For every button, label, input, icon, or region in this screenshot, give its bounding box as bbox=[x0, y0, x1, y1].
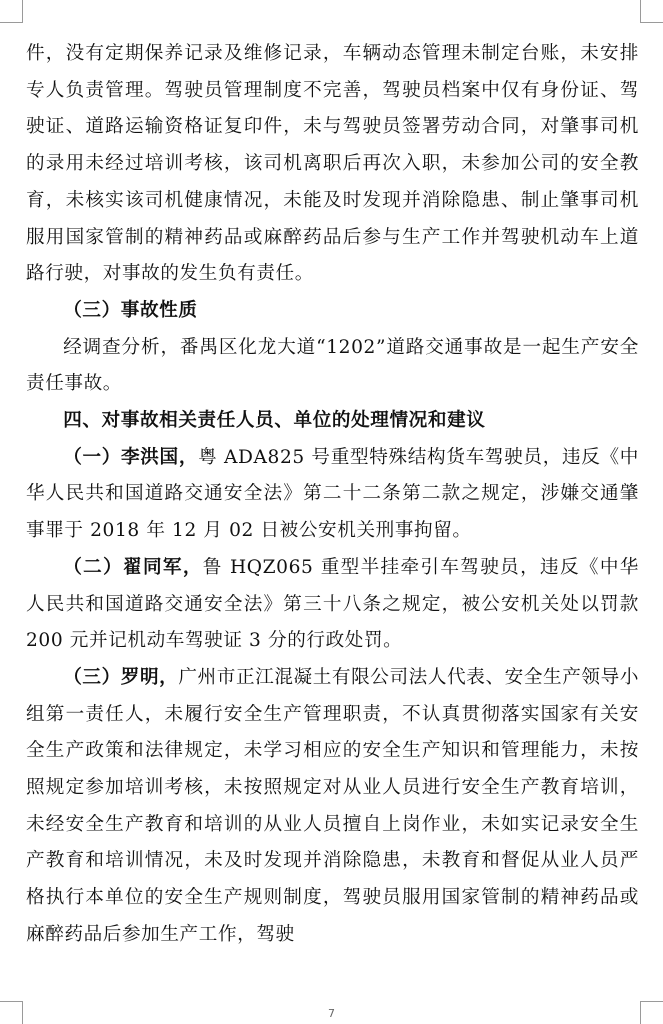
paragraph bbox=[26, 440, 639, 550]
document-body bbox=[26, 36, 639, 954]
page-number: 7 bbox=[328, 1007, 335, 1020]
paragraph bbox=[26, 660, 639, 954]
paragraph-lead: （三）罗明， bbox=[63, 666, 179, 688]
paragraph bbox=[26, 36, 639, 293]
section-heading bbox=[26, 293, 639, 330]
paragraph-text: 粤 ADA825 号重型特殊结构货车驾驶员，违反《中华人民共和国道路交通安全法》第二十二条第二款之规定，涉嫌交通肇事罪于 2018 年 12 月 02 日被公安机关刑事拘留。 bbox=[26, 446, 639, 542]
paragraph-lead: （二）翟同军， bbox=[63, 556, 203, 578]
crop-mark-top-right bbox=[640, 0, 663, 23]
paragraph bbox=[26, 330, 639, 403]
paragraph-text: 件，没有定期保养记录及维修记录，车辆动态管理未制定台账，未安排专人负责管理。驾驶员管理制度不完善，驾驶员档案中仅有身份证、驾驶证、道路运输资格证复印件，未与驾驶员签署劳动合同，对肇事司机的录用未经过培训考核，该司机离职后再次入职，未参加公司的安全教育，未核实该司机健康情况，未能及时发现并消除隐患、制止肇事司机服用国家管制的精神药品或麻醉药品后参与生产工作并驾驶机动车上道路行驶，对事故的发生负有责任。 bbox=[26, 43, 639, 285]
paragraph-text: 广州市正江混凝土有限公司法人代表、安全生产领导小组第一责任人，未履行安全生产管理职责，不认真贯彻落实国家有关安全生产政策和法律规定，未学习相应的安全生产知识和管理能力，未按照规定参加培训考核，未按照规定对从业人员进行安全生产教育培训，未经安全生产教育和培训的从业人员擅自上岗作业，未如实记录安全生产教育和培训情况，未及时发现并消除隐患，未教育和督促从业人员严格执行本单位的安全生产规则制度，驾驶员服用国家管制的精神药品或麻醉药品后参加生产工作，驾驶 bbox=[26, 666, 640, 945]
paragraph-lead: （一）李洪国， bbox=[63, 446, 199, 468]
paragraph-text: 经调查分析，番禺区化龙大道“1202”道路交通事故是一起生产安全责任事故。 bbox=[26, 336, 639, 395]
crop-mark-top-left bbox=[0, 0, 23, 23]
paragraph-text: 鲁 HQZ065 重型半挂牵引车驾驶员，违反《中华人民共和国道路交通安全法》第三十八条之规定，被公安机关处以罚款 200 元并记机动车驾驶证 3 分的行政处罚。 bbox=[26, 556, 639, 652]
paragraph bbox=[26, 550, 639, 660]
section-heading bbox=[26, 403, 639, 440]
section-heading-text: （三）事故性质 bbox=[63, 299, 198, 321]
section-heading-text: 四、对事故相关责任人员、单位的处理情况和建议 bbox=[63, 410, 486, 432]
